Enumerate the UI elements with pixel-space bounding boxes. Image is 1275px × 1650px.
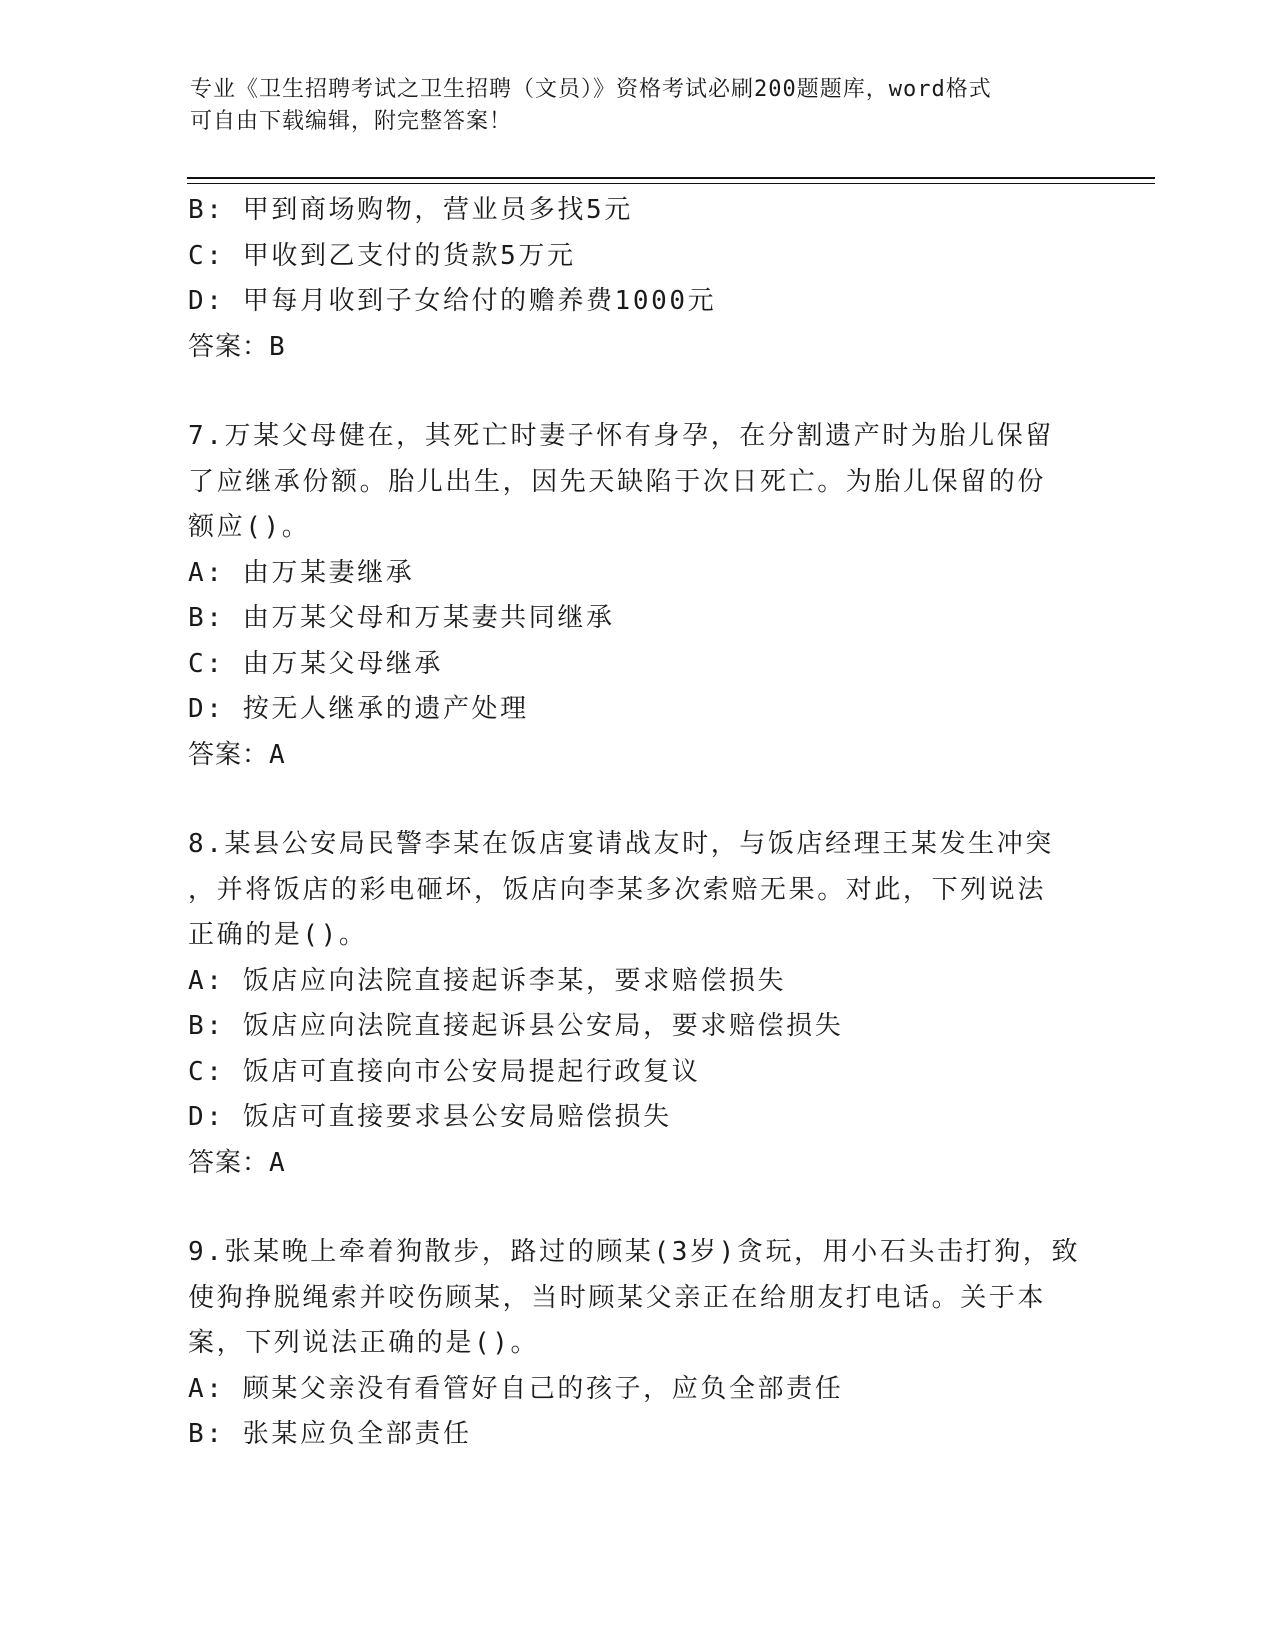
answer: 答案：B — [188, 331, 286, 362]
option-c: C: 由万某父母继承 — [188, 648, 443, 679]
question-8 — [188, 822, 1088, 1186]
option-b: B: 甲到商场购物，营业员多找5元 — [188, 195, 633, 225]
option-d: D: 按无人继承的遗产处理 — [188, 694, 529, 724]
question-text-line: ，并将饭店的彩电砸坏，饭店向李某多次索赔无果。对此，下列说法 — [188, 874, 1047, 905]
option-a: A: 由万某妻继承 — [188, 557, 415, 588]
option-b: B: 张某应负全部责任 — [188, 1419, 472, 1449]
option-c: C: 饭店可直接向市公安局提起行政复议 — [188, 1056, 701, 1087]
question-text-line: 了应继承份额。胎儿出生，因先天缺陷于次日死亡。为胎儿保留的份 — [188, 466, 1047, 497]
question-text-line: 额应()。 — [188, 512, 311, 542]
answer: 答案：A — [188, 1147, 286, 1178]
answer: 答案：A — [188, 739, 286, 770]
option-b: B: 由万某父母和万某妻共同继承 — [188, 603, 615, 633]
header-rule-thin — [187, 183, 1155, 184]
question-7 — [188, 414, 1088, 778]
spacer — [188, 370, 1088, 414]
question-text-line: 9.张某晚上牵着狗散步，路过的顾某(3岁)贪玩，用小石头击打狗，致 — [188, 1237, 1081, 1267]
document-body — [188, 188, 1088, 1458]
question-9 — [188, 1230, 1088, 1458]
question-text-line: 7.万某父母健在，其死亡时妻子怀有身孕，在分割遗产时为胎儿保留 — [188, 421, 1054, 451]
header-rule-thick — [187, 177, 1155, 179]
option-d: D: 饭店可直接要求县公安局赔偿损失 — [188, 1102, 672, 1132]
question-text-line: 8.某县公安局民警李某在饭店宴请战友时，与饭店经理王某发生冲突 — [188, 829, 1054, 859]
question-text-line: 案，下列说法正确的是()。 — [188, 1328, 540, 1358]
option-b: B: 饭店应向法院直接起诉县公安局，要求赔偿损失 — [188, 1011, 844, 1041]
spacer — [188, 1186, 1088, 1230]
option-d: D: 甲每月收到子女给付的赡养费1000元 — [188, 286, 717, 316]
document-header — [190, 74, 1070, 138]
option-a: A: 饭店应向法院直接起诉李某，要求赔偿损失 — [188, 965, 787, 996]
option-a: A: 顾某父亲没有看管好自己的孩子，应负全部责任 — [188, 1373, 844, 1404]
option-c: C: 甲收到乙支付的货款5万元 — [188, 240, 576, 271]
question-text-line: 正确的是()。 — [188, 920, 368, 950]
spacer — [188, 778, 1088, 822]
question-text-line: 使狗挣脱绳索并咬伤顾某，当时顾某父亲正在给朋友打电话。关于本 — [188, 1282, 1047, 1313]
header-line-2: 可自由下载编辑，附完整答案！ — [190, 109, 513, 134]
header-line-1: 专业《卫生招聘考试之卫生招聘（文员）》资格考试必刷200题题库，word格式 — [190, 77, 992, 102]
question-6-continued — [188, 188, 1088, 370]
